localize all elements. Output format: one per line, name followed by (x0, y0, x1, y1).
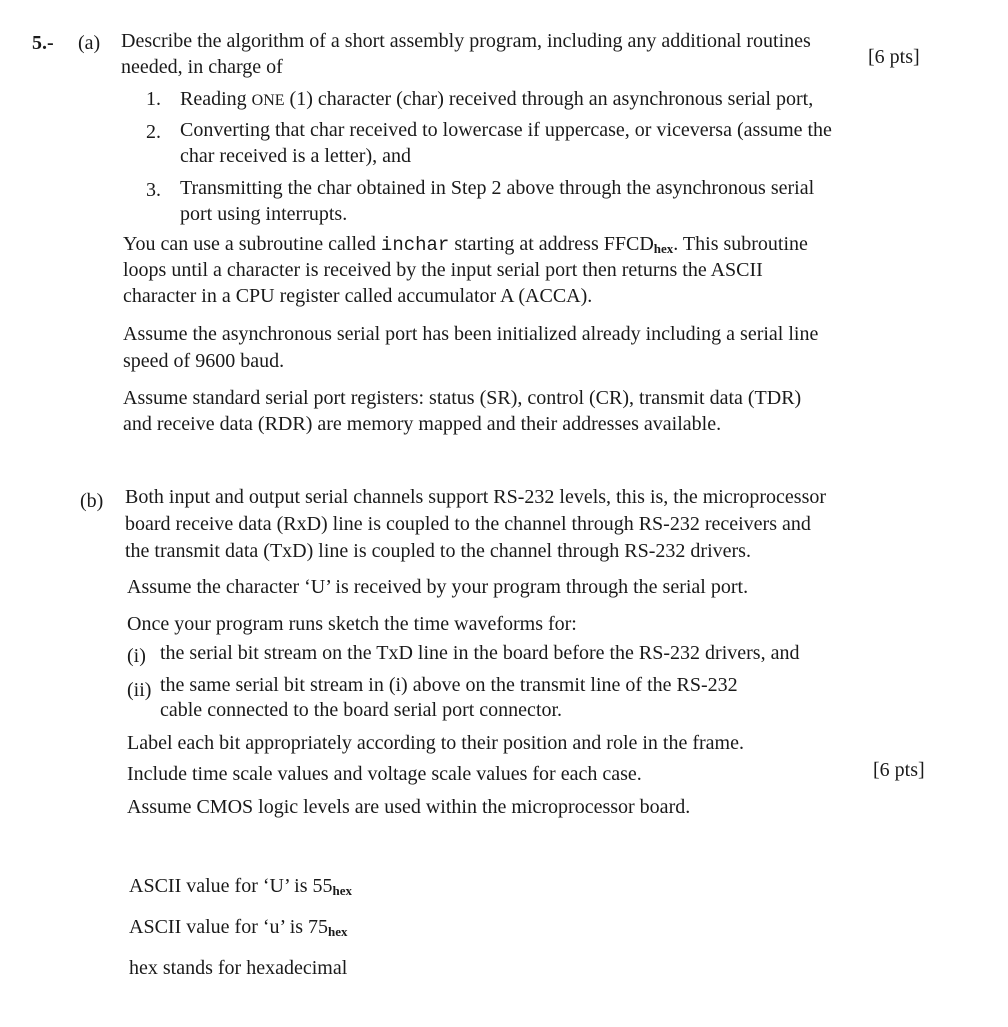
step-1-text: Reading ONE (1) character (char) received through an asynchronous serial port, (180, 88, 814, 110)
question-number: 5.- (32, 32, 54, 54)
part-b-p6: Assume CMOS logic levels are used within the microprocessor board. (127, 796, 691, 818)
part-b-p4: Label each bit appropriately according to their position and role in the frame. (127, 732, 744, 754)
part-b-p3: Once your program runs sketch the time waveforms for: (127, 613, 577, 635)
part-b-p5: Include time scale values and voltage scale values for each case. (127, 763, 642, 785)
assume-baud-line1: Assume the asynchronous serial port has been initialized already including a serial line (123, 323, 819, 345)
part-b-p1-line1: Both input and output serial channels support RS-232 levels, this is, the microprocessor (125, 486, 827, 508)
part-b-points: [6 pts] (873, 759, 925, 781)
step-2-line2: char received is a letter), and (180, 145, 411, 167)
subroutine-line1: You can use a subroutine called inchar starting at address $FFCD_{hex}$. This subroutine (123, 233, 808, 256)
step-3-line2: port using interrupts. (180, 203, 348, 225)
step-2-number: 2. (146, 121, 161, 143)
part-a-intro-line1: Describe the algorithm of a short assembly program, including any additional routines (121, 30, 811, 52)
subroutine-line3: character in a CPU register called accumulator A (ACCA). (123, 285, 593, 307)
assume-registers-line2: and receive data (RDR) are memory mapped and their addresses available. (123, 413, 722, 435)
hex-note: hex stands for hexadecimal (129, 957, 348, 979)
part-a-label: (a) (78, 32, 101, 54)
item-ii-line1: the same serial bit stream in (i) above on the transmit line of the RS-232 (160, 674, 738, 696)
item-ii-line2: cable connected to the board serial port connector. (160, 699, 563, 721)
step-2-line1: Converting that char received to lowercase if uppercase, or viceversa (assume the (180, 119, 832, 141)
part-b-p1-line2: board receive data (RxD) line is coupled to the channel through RS-232 receivers and (125, 513, 811, 535)
step-3-line1: Transmitting the char obtained in Step 2 above through the asynchronous serial (180, 177, 815, 199)
assume-baud-line2: speed of 9600 baud. (123, 350, 285, 372)
part-a-intro-line2: needed, in charge of (121, 56, 283, 78)
part-b-p2: Assume the character ‘U’ is received by your program through the serial port. (127, 576, 749, 598)
part-a-points: [6 pts] (868, 46, 920, 68)
step-1-number: 1. (146, 88, 161, 110)
ascii-u-note: ASCII value for ‘u’ is $75_{hex}$ (129, 916, 348, 939)
subroutine-line2: loops until a character is received by the input serial port then returns the ASCII (123, 259, 763, 281)
item-i-label: (i) (127, 645, 146, 667)
item-i-text: the serial bit stream on the TxD line in the board before the RS-232 drivers, and (160, 642, 800, 664)
item-ii-label: (ii) (127, 679, 152, 701)
step-3-number: 3. (146, 179, 161, 201)
part-b-label: (b) (80, 490, 104, 512)
part-b-p1-line3: the transmit data (TxD) line is coupled to the channel through RS-232 drivers. (125, 540, 751, 562)
inchar-code: inchar (380, 234, 450, 256)
ascii-U-note: ASCII value for ‘U’ is $55_{hex}$ (129, 875, 352, 898)
assume-registers-line1: Assume standard serial port registers: status (SR), control (CR), transmit data (TDR) (123, 387, 802, 409)
